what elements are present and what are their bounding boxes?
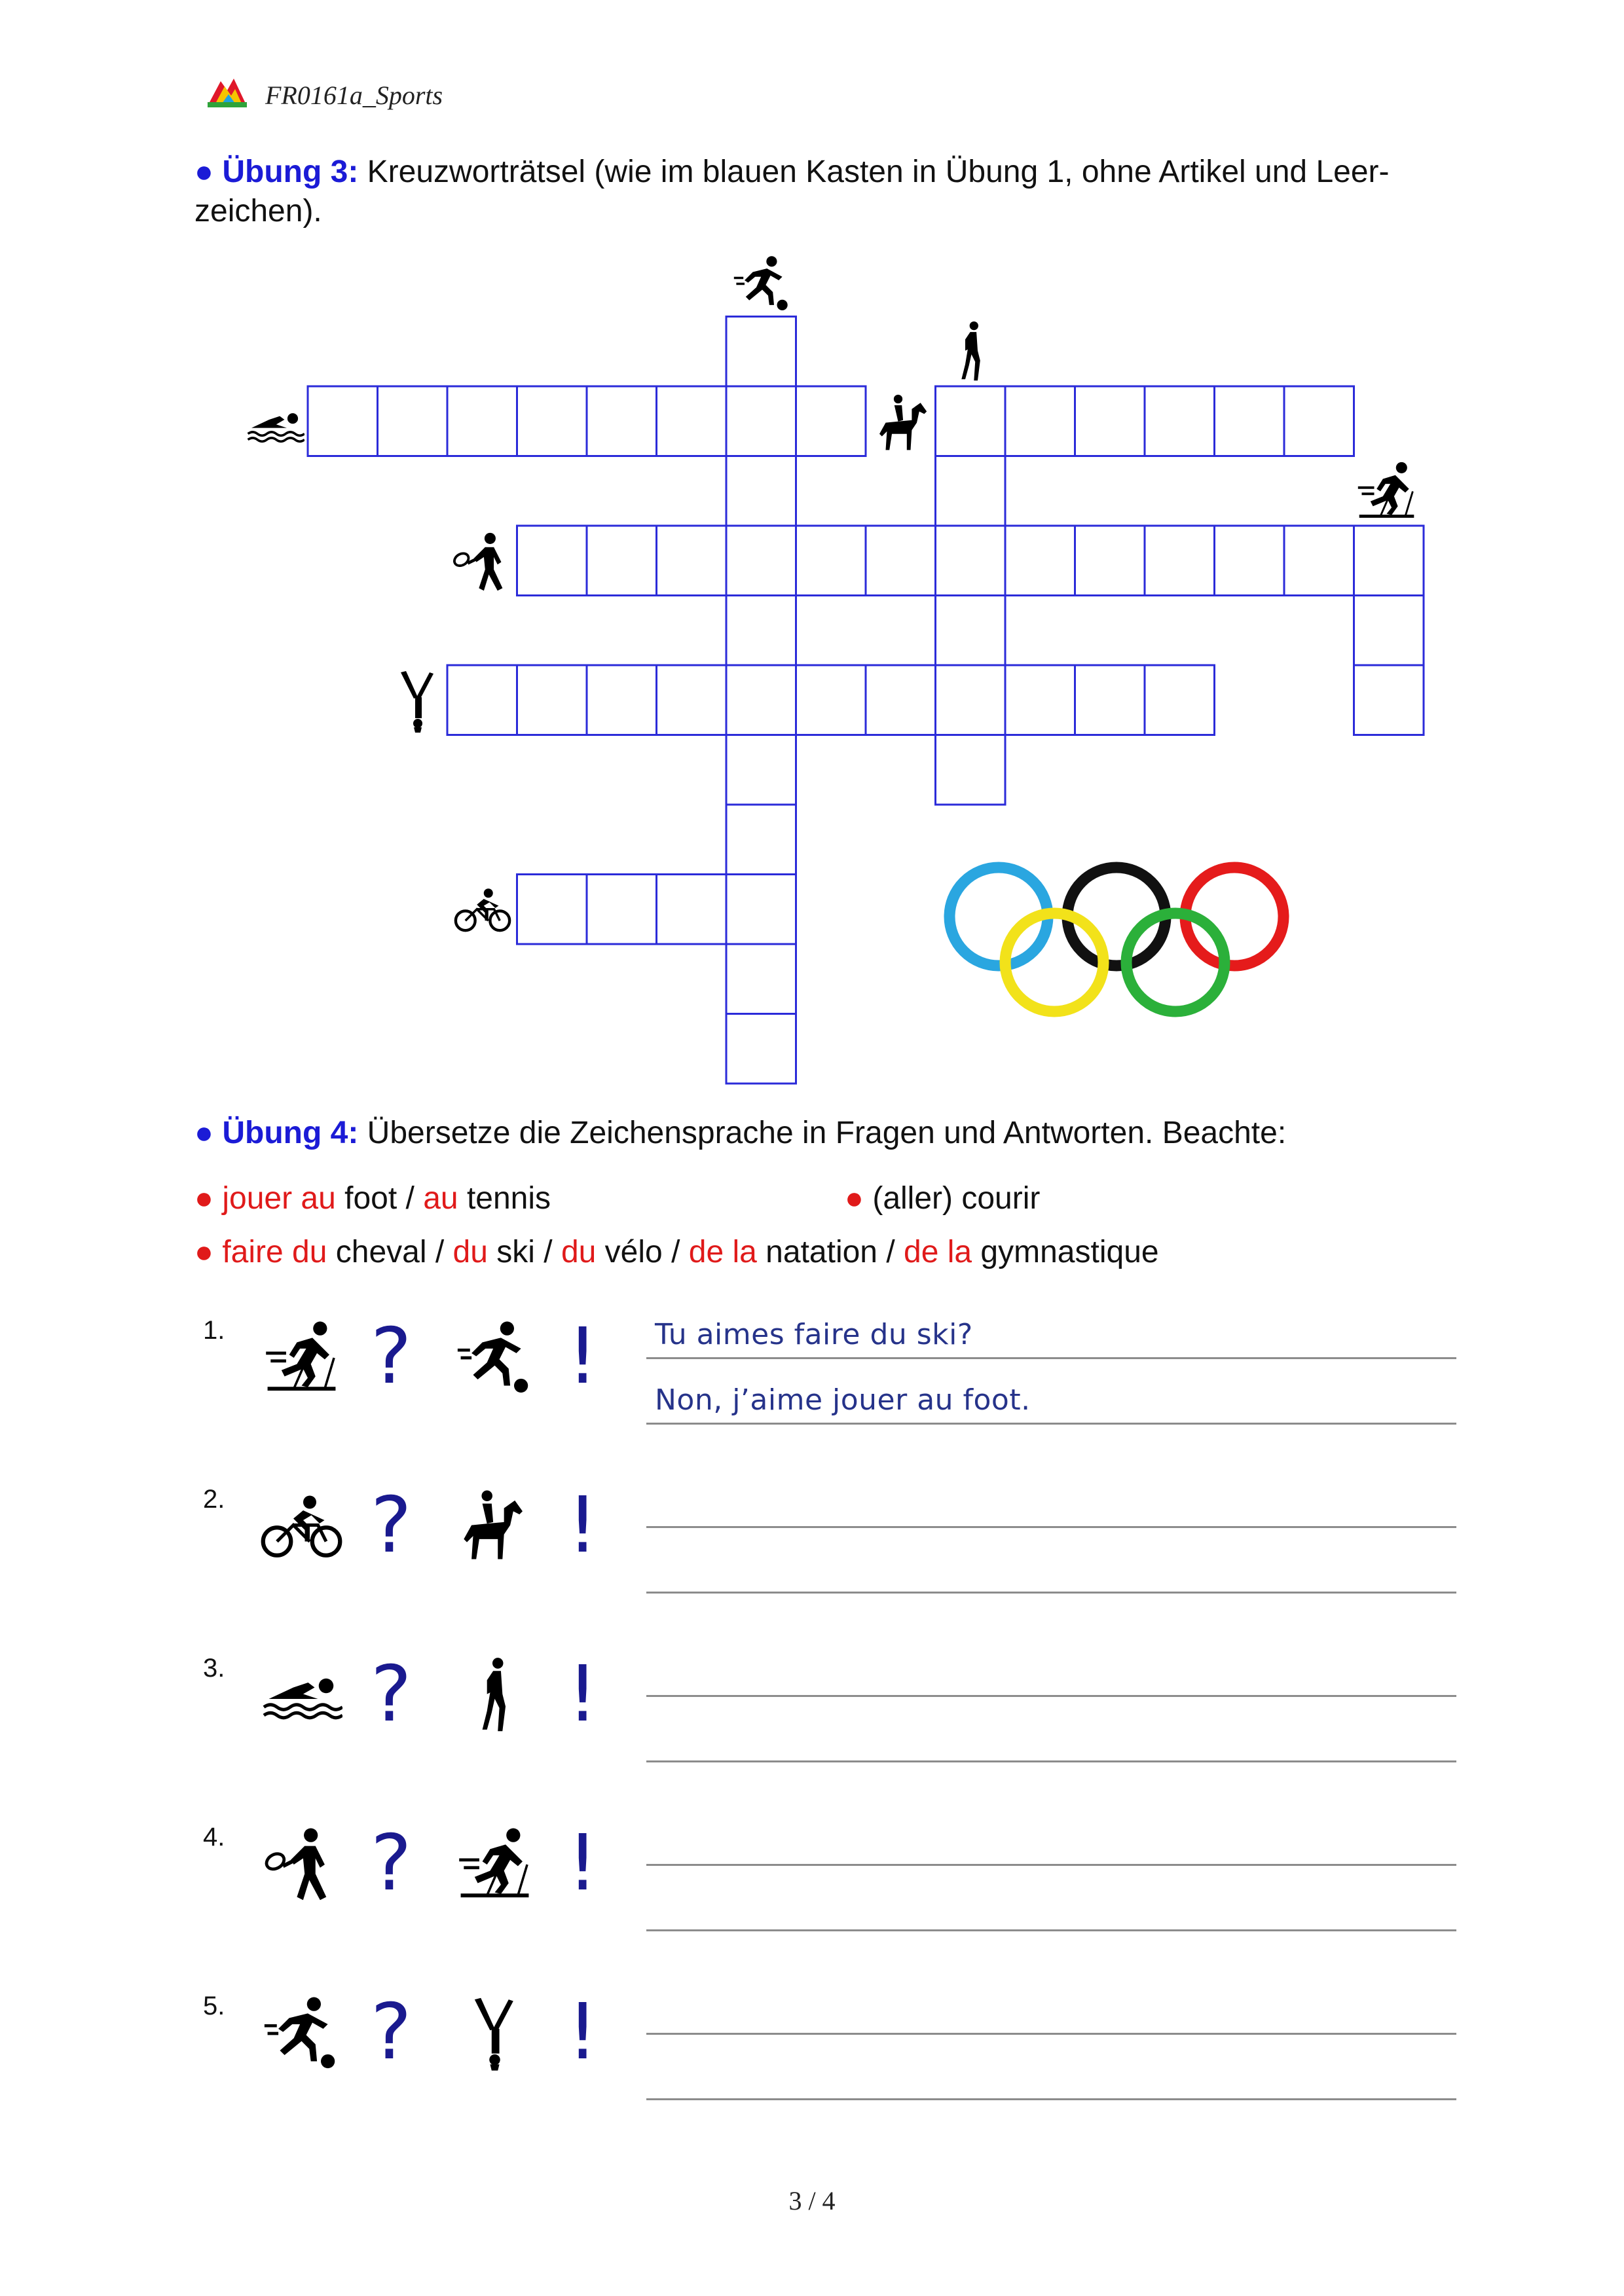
crossword-cell[interactable]	[517, 526, 587, 596]
item-number: 2.	[203, 1485, 225, 1514]
exercise4-label: Übung 4:	[222, 1116, 359, 1150]
crossword-cell[interactable]	[936, 735, 1006, 805]
horse-riding-icon	[879, 395, 927, 450]
hint-text: vélo /	[596, 1235, 689, 1269]
hint-red-text: jouer au	[222, 1181, 336, 1216]
hint-jouer	[194, 1178, 784, 1219]
document-title: FR0161a_Sports	[265, 81, 443, 110]
crossword-cell[interactable]	[657, 386, 727, 456]
crossword-cell[interactable]	[447, 665, 517, 735]
crossword-cell[interactable]	[796, 665, 866, 735]
answer-line[interactable]	[646, 2033, 1456, 2035]
item-number: 1.	[203, 1316, 225, 1345]
hint-text: cheval /	[327, 1235, 453, 1269]
answer-line[interactable]	[646, 2098, 1456, 2100]
crossword-cell[interactable]	[726, 875, 796, 945]
skiing-icon	[261, 1319, 342, 1396]
running-icon	[454, 1657, 536, 1734]
crossword-cell[interactable]	[1215, 386, 1285, 456]
exclamation-mark: !	[567, 1480, 599, 1570]
crossword-cell[interactable]	[936, 665, 1006, 735]
exercise3-bullet: ●	[194, 155, 213, 189]
crossword-cell[interactable]	[796, 386, 866, 456]
crossword-cell[interactable]	[1284, 386, 1354, 456]
crossword-grid	[0, 0, 1624, 1113]
crossword-cell[interactable]	[587, 875, 657, 945]
crossword-cell[interactable]	[726, 735, 796, 805]
exclamation-mark: !	[567, 1649, 599, 1739]
crossword-cell[interactable]	[1145, 665, 1215, 735]
answer-line[interactable]	[646, 1357, 1456, 1359]
crossword-cell[interactable]	[726, 456, 796, 526]
crossword-cell[interactable]	[1075, 526, 1145, 596]
crossword-cell[interactable]	[726, 665, 796, 735]
crossword-cell[interactable]	[1284, 526, 1354, 596]
exclamation-mark: !	[567, 1311, 599, 1401]
crossword-cell[interactable]	[517, 875, 587, 945]
swimming-icon	[248, 413, 304, 441]
crossword-cell[interactable]	[1354, 526, 1424, 596]
crossword-cell[interactable]	[587, 665, 657, 735]
crossword-cell[interactable]	[1215, 526, 1285, 596]
hint-red-text: faire du	[222, 1235, 327, 1269]
hint-red-text: du	[561, 1235, 597, 1269]
crossword-cell[interactable]	[657, 875, 727, 945]
crossword-cell[interactable]	[1005, 386, 1075, 456]
item-number: 5.	[203, 1992, 225, 2020]
crossword-cell[interactable]	[726, 1014, 796, 1084]
crossword-cell[interactable]	[657, 665, 727, 735]
exercise3-text: Kreuzworträtsel (wie im blauen Kasten in Übung 1, ohne Artikel und Leer-	[358, 155, 1390, 189]
item-number: 4.	[203, 1823, 225, 1851]
hint-courir	[845, 1178, 1303, 1219]
crossword-cell[interactable]	[726, 944, 796, 1014]
skiing-icon	[454, 1826, 536, 1903]
crossword-cell[interactable]	[796, 526, 866, 596]
question-mark: ?	[371, 1311, 412, 1401]
football-icon	[261, 1995, 342, 2072]
answer-line[interactable]	[646, 1929, 1456, 1931]
crossword-cell[interactable]	[1145, 526, 1215, 596]
hint-bullet: ●	[194, 1235, 213, 1269]
crossword-cell[interactable]	[1005, 665, 1075, 735]
olympic-rings-icon	[950, 867, 1283, 1011]
crossword-cell[interactable]	[657, 526, 727, 596]
crossword-cell[interactable]	[936, 386, 1006, 456]
crossword-cell[interactable]	[936, 456, 1006, 526]
crossword-cell[interactable]	[587, 526, 657, 596]
crossword-cell[interactable]	[726, 386, 796, 456]
exercise3-instruction-cont: zeichen).	[194, 194, 322, 228]
question-mark: ?	[371, 1817, 412, 1908]
exercise4-text: Übersetze die Zeichensprache in Fragen und Antworten. Beachte:	[358, 1116, 1287, 1150]
tennis-icon	[452, 533, 503, 591]
football-icon	[734, 256, 788, 310]
crossword-cell[interactable]	[726, 596, 796, 666]
skiing-icon	[1358, 462, 1414, 517]
answer-line[interactable]	[646, 1760, 1456, 1762]
crossword-cell[interactable]	[447, 386, 517, 456]
hint-text: gymnastique	[972, 1235, 1159, 1269]
hint-red-text: du	[452, 1235, 488, 1269]
football-icon	[454, 1319, 536, 1396]
crossword-cell[interactable]	[1354, 665, 1424, 735]
hint-text: natation /	[756, 1235, 904, 1269]
answer-line[interactable]	[646, 1423, 1456, 1425]
answer-line[interactable]	[646, 1592, 1456, 1594]
hint-text: ski /	[487, 1235, 561, 1269]
crossword-cell[interactable]	[517, 386, 587, 456]
crossword-cell[interactable]	[1075, 665, 1145, 735]
swimming-icon	[261, 1657, 342, 1734]
exclamation-mark: !	[567, 1817, 599, 1908]
crossword-cell[interactable]	[866, 665, 936, 735]
hint-bullet: ●	[845, 1181, 864, 1216]
running-icon	[961, 321, 980, 380]
exercise4-instruction	[194, 1113, 1478, 1154]
answer-line[interactable]	[646, 1695, 1456, 1697]
crossword-cell[interactable]	[726, 526, 796, 596]
crossword-cell[interactable]	[936, 596, 1006, 666]
cycling-icon	[261, 1488, 342, 1565]
hint-bullet: ●	[194, 1181, 213, 1216]
crossword-cell[interactable]	[587, 386, 657, 456]
question-mark: ?	[371, 1986, 412, 2077]
crossword-cell[interactable]	[1145, 386, 1215, 456]
crossword-cell[interactable]	[517, 665, 587, 735]
question-mark: ?	[371, 1649, 412, 1739]
crossword-cell[interactable]	[726, 805, 796, 875]
crossword-cell[interactable]	[866, 526, 936, 596]
horse-riding-icon	[454, 1488, 536, 1565]
hint-text: foot /	[335, 1181, 424, 1216]
crossword-cell[interactable]	[1075, 386, 1145, 456]
exclamation-mark: !	[567, 1986, 599, 2077]
cycling-icon	[456, 888, 509, 930]
hint-red-text: de la	[904, 1235, 972, 1269]
item-number: 3.	[203, 1654, 225, 1683]
hint-text: (aller) courir	[864, 1181, 1041, 1216]
exercise4-bullet: ●	[194, 1116, 213, 1150]
answer-line[interactable]	[646, 1864, 1456, 1866]
hint-faire	[194, 1232, 1478, 1273]
hint-text: tennis	[458, 1181, 551, 1216]
crossword-cell[interactable]	[726, 317, 796, 387]
exercise3-label: Übung 3:	[222, 155, 359, 189]
tennis-icon	[261, 1826, 342, 1903]
hint-red-text: au	[423, 1181, 458, 1216]
answer-response: Non, j’aime jouer au foot.	[655, 1383, 1031, 1417]
gymnastics-icon	[454, 1995, 536, 2072]
question-mark: ?	[371, 1480, 412, 1570]
crossword-cell[interactable]	[1005, 526, 1075, 596]
crossword-cell[interactable]	[936, 526, 1006, 596]
hint-red-text: de la	[688, 1235, 757, 1269]
answer-line[interactable]	[646, 1526, 1456, 1528]
gymnastics-icon	[401, 671, 434, 733]
crossword-cell[interactable]	[378, 386, 448, 456]
answer-question: Tu aimes faire du ski?	[655, 1318, 973, 1351]
crossword-cell[interactable]	[308, 386, 378, 456]
crossword-cell[interactable]	[1354, 596, 1424, 666]
page-number: 3 / 4	[788, 2186, 836, 2215]
